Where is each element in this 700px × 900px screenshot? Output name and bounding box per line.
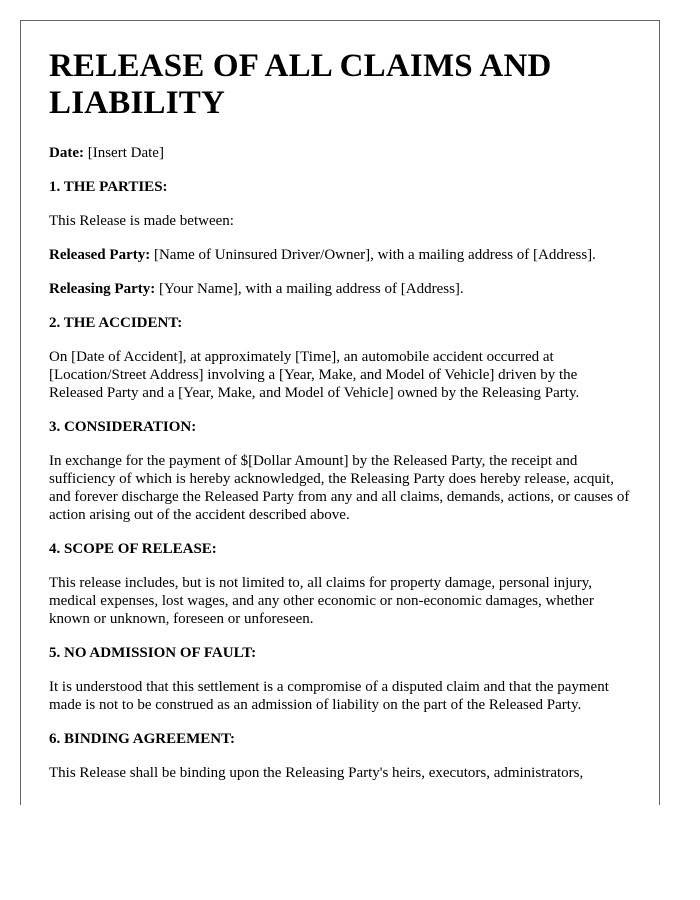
date-value: [Insert Date]: [83, 145, 164, 161]
consideration-paragraph: In exchange for the payment of $[Dollar Amount] by the Released Party, the receipt and sufficiency of which is hereby acknowledged, the Releasing Party does hereby release, acquit, and forever discharge the Released Party from any and all claims, demands, actions, or causes of action arising out of the accident described above.: [49, 453, 630, 523]
parties-intro: This Release is made between:: [49, 213, 234, 229]
accident-paragraph: On [Date of Accident], at approximately [Time], an automobile accident occurred at [Location/Street Address] involving a [Year, Make, and Model of Vehicle] driven by the Released Party and a [Year, Make, and Model of Vehicle] owned by the Releasing Party.: [49, 349, 580, 401]
releasing-party-line: [49, 280, 631, 298]
released-party-label: Released Party:: [49, 247, 151, 263]
section-heading-consideration: 3. CONSIDERATION:: [49, 419, 197, 435]
section-heading-binding: 6. BINDING AGREEMENT:: [49, 731, 235, 747]
date-line: [49, 144, 631, 162]
scope-paragraph: This release includes, but is not limited to, all claims for property damage, personal injury, medical expenses, lost wages, and any other economic or non-economic damages, whether known or unknown, foreseen or unforeseen.: [49, 575, 594, 627]
released-party-line: [49, 246, 631, 264]
releasing-party-text: [Your Name], with a mailing address of [Address].: [155, 281, 464, 297]
releasing-party-label: Releasing Party:: [49, 281, 156, 297]
section-heading-scope: 4. SCOPE OF RELEASE:: [49, 541, 217, 557]
document-page: [20, 20, 660, 805]
section-heading-parties: 1. THE PARTIES:: [49, 179, 168, 195]
document-title: RELEASE OF ALL CLAIMS AND LIABILITY: [49, 48, 552, 121]
section-heading-accident: 2. THE ACCIDENT:: [49, 315, 183, 331]
date-label: Date:: [49, 145, 84, 161]
released-party-text: [Name of Uninsured Driver/Owner], with a mailing address of [Address].: [150, 247, 596, 263]
fault-paragraph: It is understood that this settlement is a compromise of a disputed claim and that the payment made is not to be construed as an admission of liability on the part of the Released Party.: [49, 679, 609, 713]
section-heading-fault: 5. NO ADMISSION OF FAULT:: [49, 645, 257, 661]
binding-paragraph: This Release shall be binding upon the Releasing Party's heirs, executors, administrators,: [49, 765, 584, 781]
